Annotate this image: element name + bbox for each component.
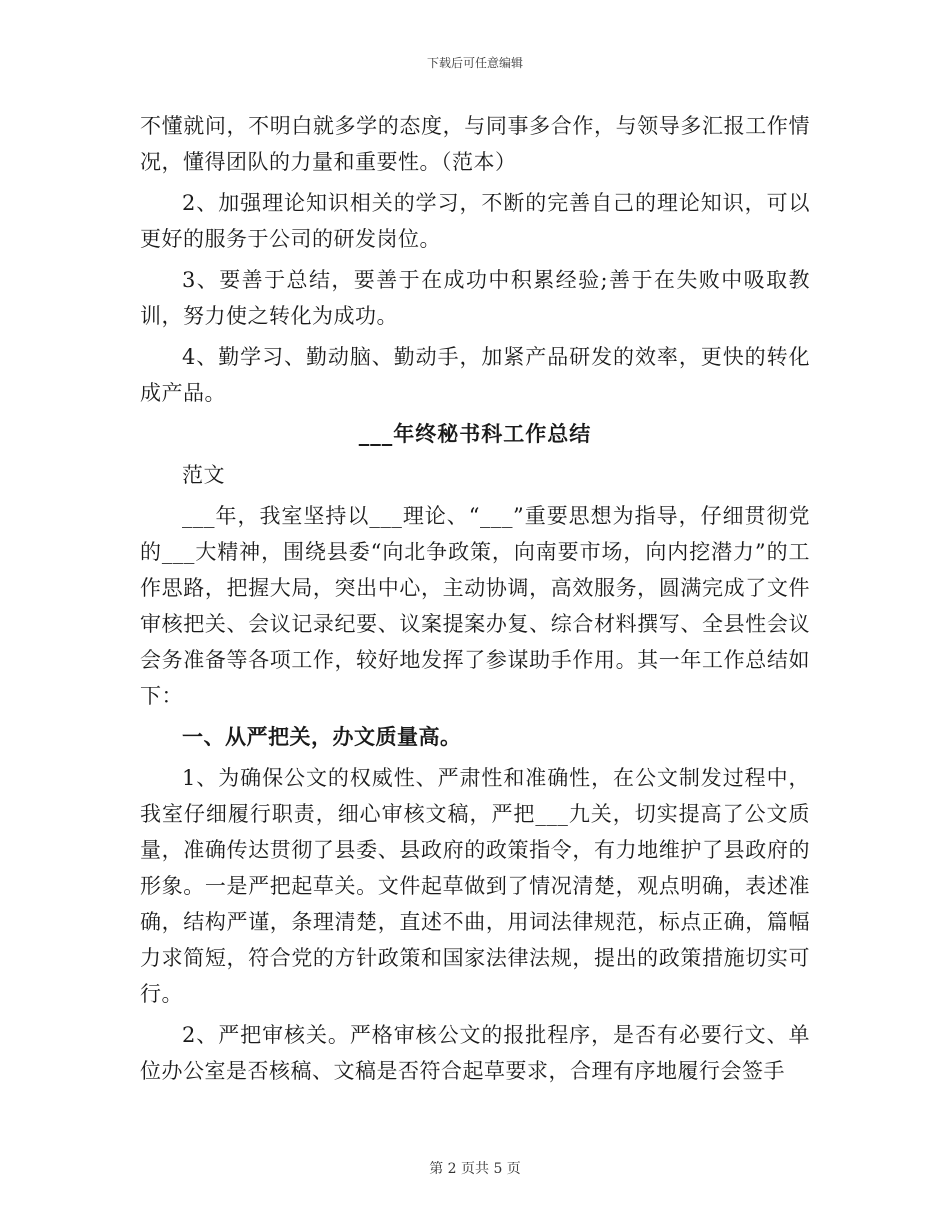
page-footer: 第 2 页共 5 页	[429, 1161, 521, 1177]
intro-paragraph: ___年，我室坚持以___理论、“___”重要思想为指导，仔细贯彻党的___大精神，围绕县委“向北争政策，向南要市场，向内挖潜力”的工作思路，把握大局，突出中心，主动协调，高效服务，圆满完成了文件审核把关、会议记录纪要、议案提案办复、综合材料撰写、全县性会议会务准备等各项工作，较好地发挥了参谋助手作用。其一年工作总结如下：	[140, 504, 810, 708]
section-heading-1: 一、从严把关，办文质量高。	[182, 724, 462, 749]
paragraph-continued: 不懂就问，不明白就多学的态度，与同事多合作，与领导多汇报工作情况，懂得团队的力量和重要性。（范本）	[140, 114, 810, 174]
paragraph-item-2: 2、加强理论知识相关的学习，不断的完善自己的理论知识，可以更好的服务于公司的研发岗位。	[140, 191, 810, 251]
body-paragraph-2: 2、严把审核关。严格审核公文的报批程序，是否有必要行文、单位办公室是否核稿、文稿是否符合起草要求，合理有序地履行会签手	[140, 1023, 810, 1083]
paragraph-item-4: 4、勤学习、勤动脑、勤动手，加紧产品研发的效率，更快的转化成产品。	[140, 345, 810, 405]
page-header: 下载后可任意编辑	[426, 56, 523, 70]
section-title: ___年终秘书科工作总结	[358, 421, 592, 446]
body-paragraph-1: 1、为确保公文的权威性、严肃性和准确性，在公文制发过程中，我室仔细履行职责，细心审核文稿，严把___九关，切实提高了公文质量，准确传达贯彻了县委、县政府的政策指令，有力地维护了县政府的形象。一是严把起草关。文件起草做到了情况清楚，观点明确，表述准确，结构严谨，条理清楚，直述不曲，用词法律规范，标点正确，篇幅力求简短，符合党的方针政策和国家法律法规，提出的政策措施切实可行。	[140, 766, 810, 1006]
document-body	[140, 108, 810, 1094]
sample-label: 范文	[182, 463, 225, 487]
paragraph-item-3: 3、要善于总结，要善于在成功中积累经验;善于在失败中吸取教训，努力使之转化为成功。	[140, 268, 810, 328]
